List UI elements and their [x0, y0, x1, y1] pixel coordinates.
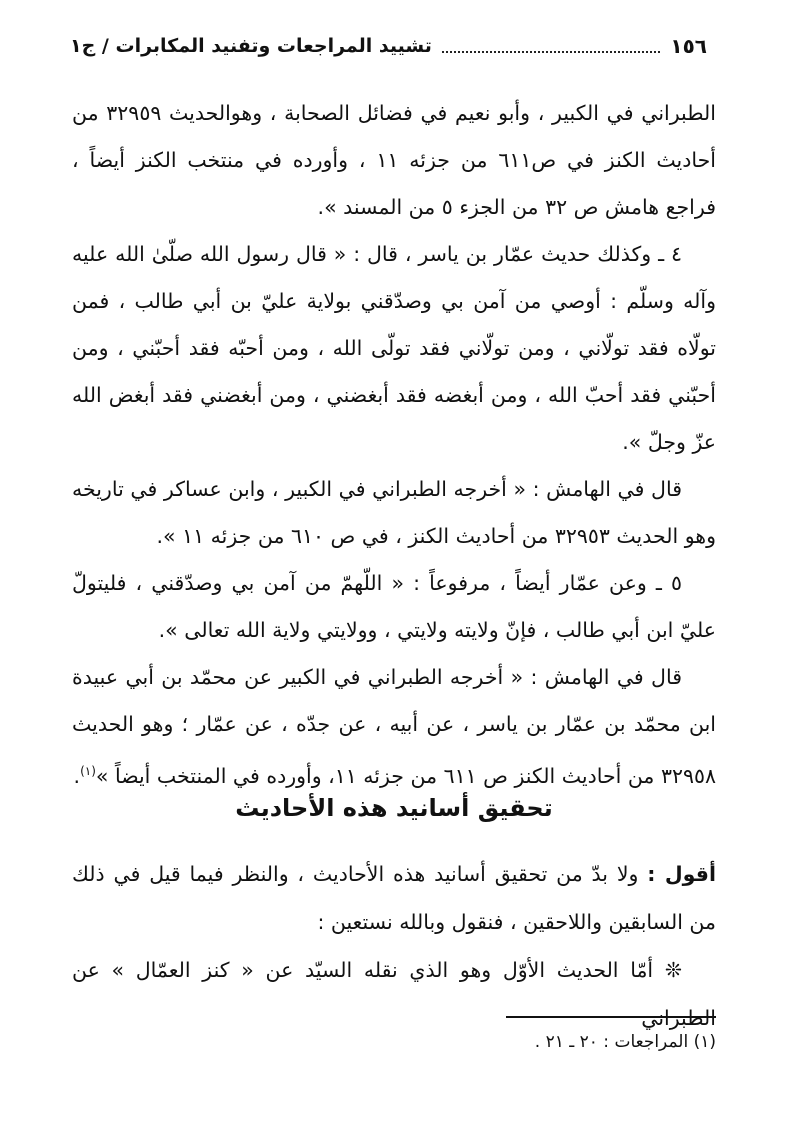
lead-word: أقول :: [647, 862, 716, 886]
header-leader-dots: [442, 39, 661, 53]
section-paragraph-2: ❊ أمّا الحديث الأوّل وهو الذي نقله السيّد عن « كنز العمّال » عن الطبراني: [72, 958, 716, 1030]
running-header: [70, 32, 707, 60]
footnote: (١) المراجعات : ٢٠ ـ ٢١ .: [534, 1032, 716, 1052]
footnote-reference[interactable]: (١): [80, 764, 96, 778]
paragraph-hadith-4: ٤ ـ وكذلك حديث عمّار بن ياسر ، قال : « قال رسول الله صلّىٰ الله عليه وآله وسلّم : أوصي من آمن بي وصدّقني بولاية عليّ بن أبي طالب ، فمن تولّاه فقد تولّاني ، ومن تولّاني فقد تولّى الله ، ومن أحبّه فقد أحبّني ، ومن أحبّني فقد أحبّ الله ، ومن أبغضه فقد أبغضني ، ومن أبغضني فقد أبغض الله عزّ وجلّ ».: [72, 242, 716, 454]
main-text-block: [72, 90, 716, 800]
paragraph-margin-note-2-text: قال في الهامش : « أخرجه الطبراني في الكبير عن محمّد بن أبي عبيدة ابن محمّد بن عمّار بن ياسر ، عن أبيه ، عن جدّه ، عن عمّار ؛ وهو الحديث ٣٢٩٥٨ من أحاديث الكنز ص ٦١١ من جزئه ١١، وأورده في المنتخب أيضاً »: [72, 665, 716, 788]
footnote-divider: [506, 1016, 716, 1018]
section-paragraph-1: [72, 850, 716, 946]
section-paragraph-1-text: ولا بدّ من تحقيق أسانيد هذه الأحاديث ، والنظر فيما قيل في ذلك من السابقين واللاحقين ، فنقول وبالله نستعين :: [72, 862, 716, 934]
page-number: ١٥٦: [670, 34, 707, 58]
section-text-block: [72, 850, 716, 1042]
paragraph-hadith-5: ٥ ـ وعن عمّار أيضاً ، مرفوعاً : « اللّهمّ من آمن بي وصدّقني ، فليتولّ عليّ ابن أبي طالب ، فإنّ ولايته ولايتي ، وولايتي ولاية الله تعالى ».: [72, 571, 716, 642]
paragraph-margin-note-1: قال في الهامش : « أخرجه الطبراني في الكبير ، وابن عساكر في تاريخه وهو الحديث ٣٢٩٥٣ من أحاديث الكنز ، في ص ٦١٠ من جزئه ١١ ».: [72, 477, 716, 548]
paragraph-margin-note-2: قال في الهامش : « أخرجه الطبراني في الكبير عن محمّد بن أبي عبيدة ابن محمّد بن عمّار بن ياسر ، عن أبيه ، عن جدّه ، عن عمّار ؛ وهو الحديث ٣٢٩٥٨ من أحاديث الكنز ص ٦١١ من جزئه ١١، وأورده في المنتخب أيضاً »$^{(١)}$.: [72, 665, 716, 788]
running-title: تشييد المراجعات وتفنيد المكابرات / ج١: [70, 35, 432, 57]
section-heading: تحقيق أسانيد هذه الأحاديث: [235, 794, 553, 822]
paragraph-continuation: الطبراني في الكبير ، وأبو نعيم في فضائل الصحابة ، وهوالحديث ٣٢٩٥٩ من أحاديث الكنز في ص٦١١ من جزئه ١١ ، وأورده في منتخب الكنز أيضاً ، فراجع هامش ص ٣٢ من الجزء ٥ من المسند ».: [72, 101, 716, 219]
